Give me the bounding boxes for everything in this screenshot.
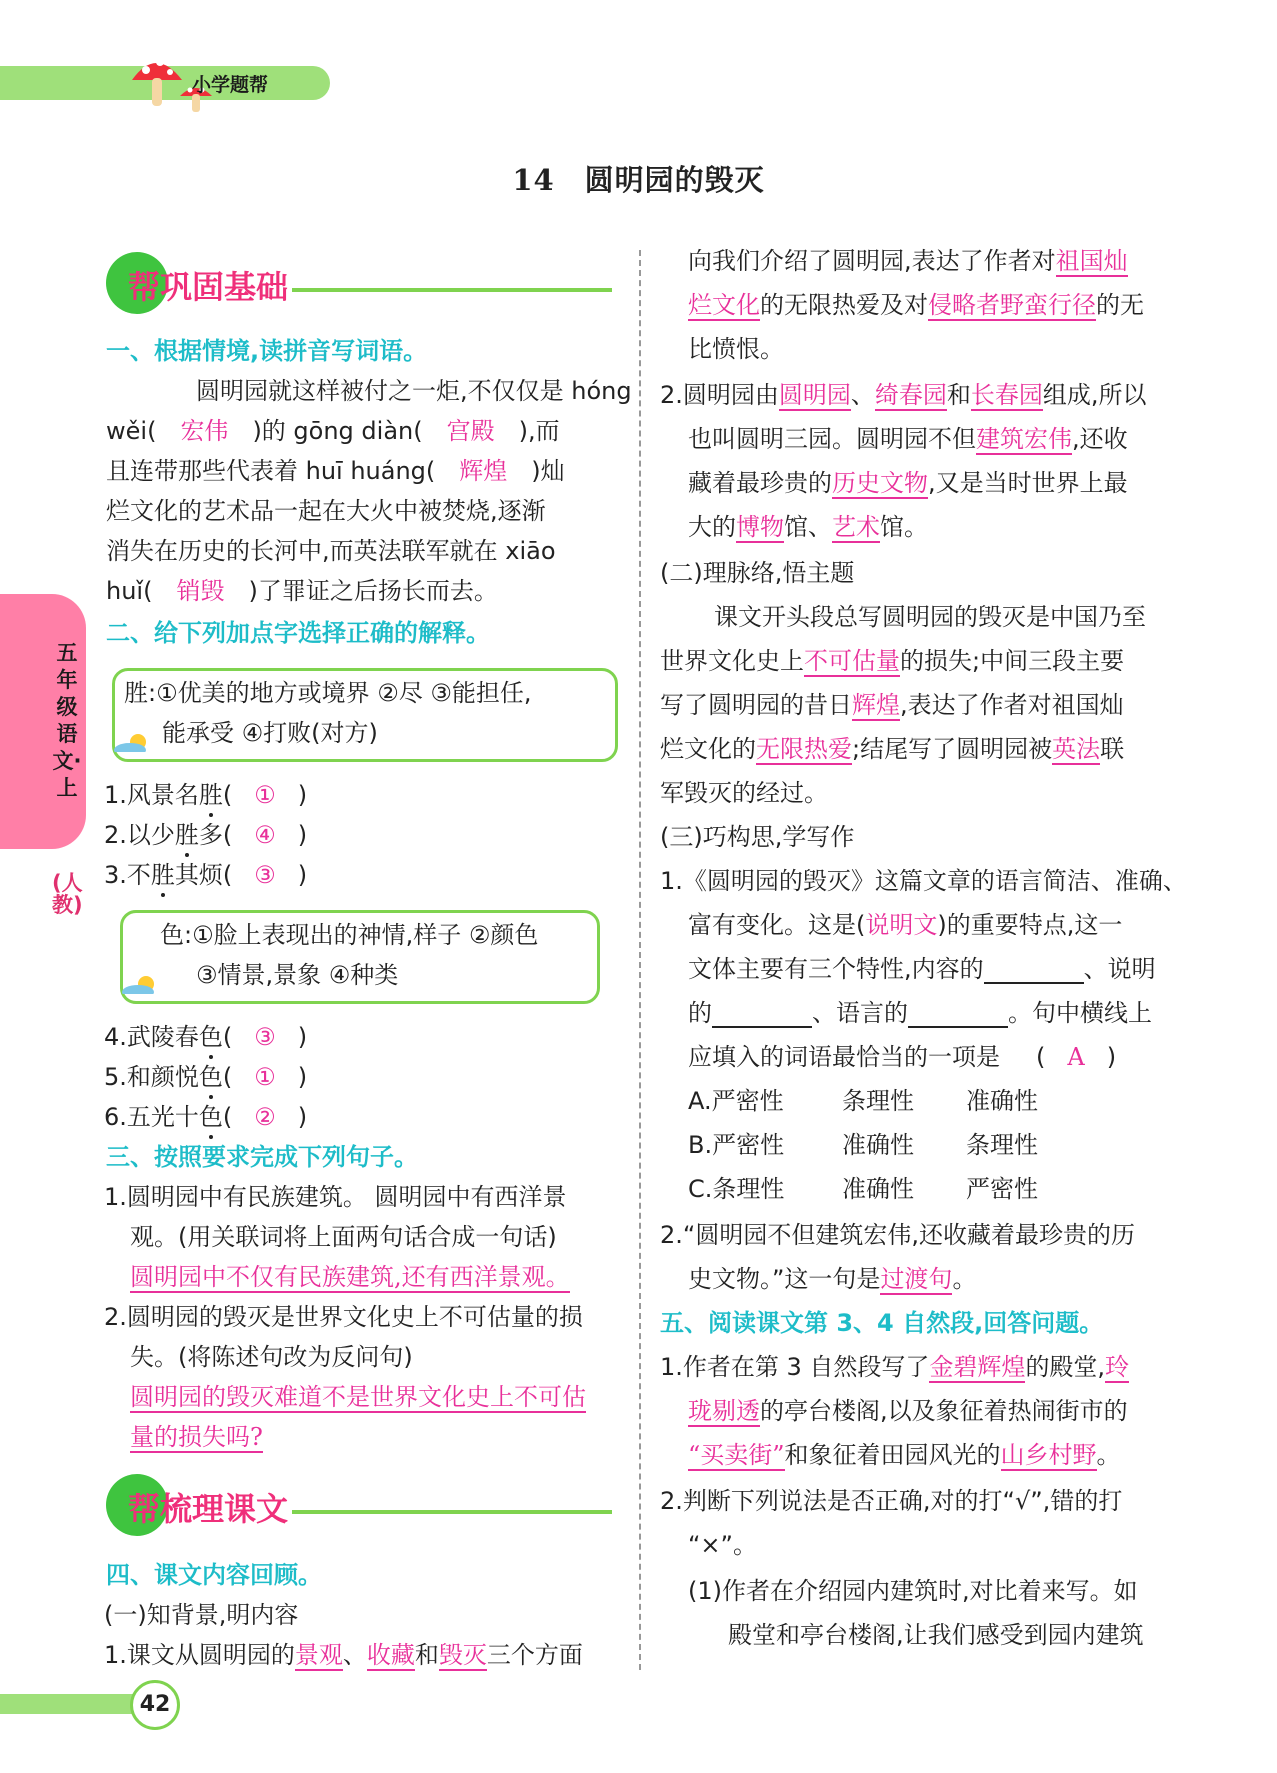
answer-line <box>130 1262 570 1292</box>
text-line: 珑剔透的亭台楼阁,以及象征着热闹街市的 <box>688 1397 1128 1425</box>
fill-blank[interactable] <box>712 1002 812 1028</box>
text-line: 大的博物馆、艺术馆。 <box>688 513 928 541</box>
answer: ④ <box>254 821 276 849</box>
section-heading-5: 五、阅读课文第 3、4 自然段,回答问题。 <box>660 1309 1104 1337</box>
answer: 量的损失吗? <box>130 1423 263 1451</box>
brand-name: 小学题帮 <box>192 74 269 96</box>
answer-line <box>130 1422 263 1452</box>
edition-label: (人教) <box>52 871 83 917</box>
answer-line <box>130 1382 586 1412</box>
answer: ① <box>254 1063 276 1091</box>
text-line: 向我们介绍了圆明园,表达了作者对祖国灿 <box>688 247 1128 275</box>
question-item: 6.五光十色( ② ) <box>104 1103 308 1131</box>
question-item: 2.以少胜多( ④ ) <box>104 821 308 849</box>
text-line: (1)作者在介绍园内建筑时,对比着来写。如 <box>688 1577 1138 1605</box>
text-line: wěi( 宏伟 )的 gōng diàn( 宫殿 ),而 <box>106 417 560 445</box>
option-row-c: C.条理性 准确性 严密性 <box>688 1175 1038 1203</box>
definition-line: ③情景,景象 ④种类 <box>196 961 399 989</box>
banner-title: 帮巩固基础 <box>128 268 289 306</box>
answer: ② <box>254 1103 276 1131</box>
text-line: 军毁灭的经过。 <box>660 779 828 807</box>
text-line: 烂文化的艺术品一起在大火中被焚烧,逐渐 <box>106 497 546 525</box>
text-line: 1.作者在第 3 自然段写了金碧辉煌的殿堂,玲 <box>660 1353 1130 1381</box>
text-line: “×”。 <box>688 1531 757 1559</box>
lesson-number: 14 <box>512 163 555 197</box>
sub-heading: (一)知背景,明内容 <box>104 1601 299 1629</box>
question-item: 1.风景名胜( ① ) <box>104 781 308 809</box>
definition-line: 能承受 ④打败(对方) <box>162 719 378 747</box>
answer: 销毁 <box>176 577 225 605</box>
text-line: 圆明园就这样被付之一炬,不仅仅是 hóng <box>196 377 632 405</box>
text-line: 应填入的词语最恰当的一项是 ( A ) <box>688 1043 1117 1071</box>
lesson-title: 圆明园的毁灭 <box>584 163 765 197</box>
section-banner-consolidate <box>106 252 611 322</box>
text-line: 富有变化。这是(说明文)的重要特点,这一 <box>688 911 1123 939</box>
text-line: 藏着最珍贵的历史文物,又是当时世界上最 <box>688 469 1128 497</box>
question-item: 3.不胜其烦( ③ ) <box>104 861 308 889</box>
text-line: 2.判断下列说法是否正确,对的打“√”,错的打 <box>660 1487 1123 1515</box>
cloud-sun-icon <box>120 974 160 994</box>
section-heading-4: 四、课文内容回顾。 <box>106 1561 322 1589</box>
definition-line: 胜:①优美的地方或境界 ②尽 ③能担任, <box>124 679 532 707</box>
text-line: 观。(用关联词将上面两句话合成一句话) <box>130 1223 557 1251</box>
text-line: 文体主要有三个特性,内容的 、说明 <box>688 955 1156 983</box>
text-line: “买卖街”和象征着田园风光的山乡村野。 <box>688 1441 1121 1469</box>
text-line: 2.圆明园的毁灭是世界文化史上不可估量的损 <box>104 1303 583 1331</box>
answer: 圆明园的毁灭难道不是世界文化史上不可估 <box>130 1383 586 1411</box>
footer-bar <box>0 1694 150 1714</box>
section-heading-2: 二、给下列加点字选择正确的解释。 <box>106 619 490 647</box>
section-banner-review <box>106 1474 611 1544</box>
text-line: 世界文化史上不可估量的损失;中间三段主要 <box>660 647 1125 675</box>
answer: ③ <box>254 1023 276 1051</box>
option-row-b: B.严密性 准确性 条理性 <box>688 1131 1038 1159</box>
text-line: 烂文化的无限热爱;结尾写了圆明园被英法联 <box>660 735 1125 763</box>
text-line: 史文物。”这一句是过渡句。 <box>688 1265 977 1293</box>
text-line: 1.《圆明园的毁灭》这篇文章的语言简洁、准确、 <box>660 867 1187 895</box>
text-line: 课文开头段总写圆明园的毁灭是中国乃至 <box>714 603 1146 631</box>
text-line: 消失在历史的长河中,而英法联军就在 xiāo <box>106 537 556 565</box>
answer: 辉煌 <box>459 457 508 485</box>
text-line: 1.圆明园中有民族建筑。 圆明园中有西洋景 <box>104 1183 567 1211</box>
answer: 宫殿 <box>446 417 495 445</box>
cloud-sun-icon <box>112 732 152 752</box>
page-title <box>0 158 1277 199</box>
banner-line <box>292 1510 612 1514</box>
fill-blank[interactable] <box>908 1002 1008 1028</box>
answer: 宏伟 <box>180 417 229 445</box>
text-line: 且连带那些代表着 huī huáng( 辉煌 )灿 <box>106 457 565 485</box>
section-heading-3: 三、按照要求完成下列句子。 <box>106 1143 418 1171</box>
page-number: 42 <box>130 1680 180 1730</box>
text-line: 2.圆明园由圆明园、绮春园和长春园组成,所以 <box>660 381 1147 409</box>
section-heading-1: 一、根据情境,读拼音写词语。 <box>106 337 428 365</box>
text-line: 2.“圆明园不但建筑宏伟,还收藏着最珍贵的历 <box>660 1221 1135 1249</box>
question-item: 5.和颜悦色( ① ) <box>104 1063 308 1091</box>
text-line: 烂文化的无限热爱及对侵略者野蛮行径的无 <box>688 291 1144 319</box>
option-row-a: A.严密性 条理性 准确性 <box>688 1087 1038 1115</box>
grade-label: 五年级语文·上 <box>52 641 82 800</box>
text-line: 也叫圆明三园。圆明园不但建筑宏伟,还收 <box>688 425 1128 453</box>
answer: ③ <box>254 861 276 889</box>
sub-heading: (三)巧构思,学写作 <box>660 823 855 851</box>
fill-blank[interactable] <box>984 958 1084 984</box>
text-line: 殿堂和亭台楼阁,让我们感受到园内建筑 <box>728 1621 1144 1649</box>
text-line: 的 、语言的 。句中横线上 <box>688 999 1152 1027</box>
column-divider <box>639 250 641 1670</box>
answer: 圆明园中不仅有民族建筑,还有西洋景观。 <box>130 1263 570 1291</box>
banner-line <box>292 288 612 292</box>
answer: ① <box>254 781 276 809</box>
question-item: 4.武陵春色( ③ ) <box>104 1023 308 1051</box>
text-line: huǐ( 销毁 )了罪证之后扬长而去。 <box>106 577 498 605</box>
text-line: 比愤恨。 <box>688 335 784 363</box>
text-line: 写了圆明园的昔日辉煌,表达了作者对祖国灿 <box>660 691 1124 719</box>
sub-heading: (二)理脉络,悟主题 <box>660 559 855 587</box>
definition-line: 色:①脸上表现出的神情,样子 ②颜色 <box>160 921 539 949</box>
text-line: 失。(将陈述句改为反问句) <box>130 1343 413 1371</box>
banner-title: 帮梳理课文 <box>128 1490 289 1528</box>
text-line: 1.课文从圆明园的景观、收藏和毁灭三个方面 <box>104 1641 583 1669</box>
